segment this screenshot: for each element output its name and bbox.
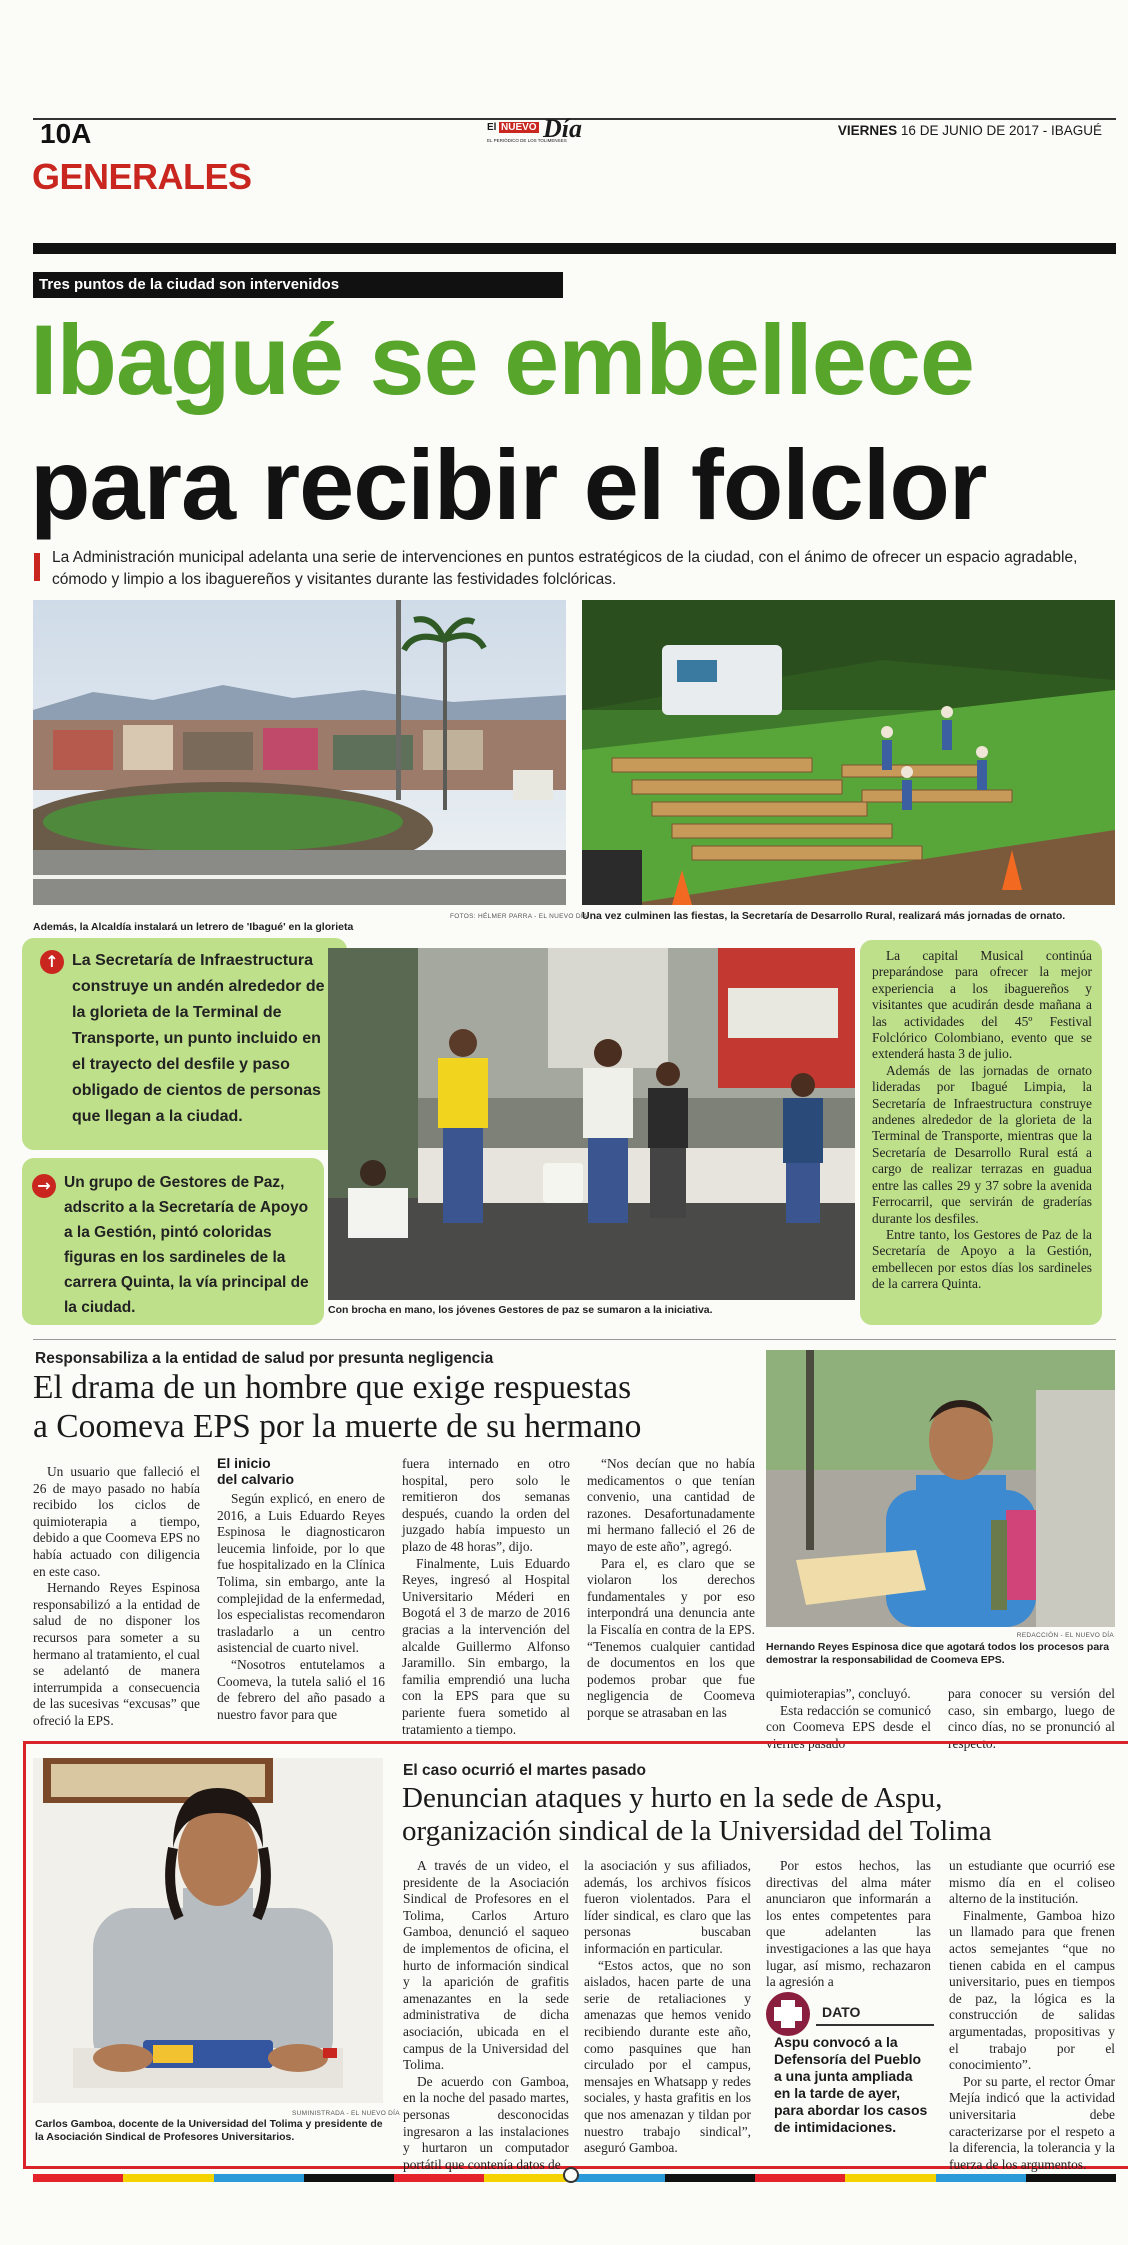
lead-marker bbox=[34, 553, 40, 581]
roundabout-image bbox=[33, 600, 566, 905]
painters-photo bbox=[328, 948, 855, 1300]
dato-rule bbox=[816, 2024, 934, 2026]
story2-headline-line1: El drama de un hombre que exige respuestas bbox=[33, 1369, 632, 1406]
roundabout-caption: Además, la Alcaldía instalará un letrero de 'Ibagué' en la glorieta bbox=[33, 921, 354, 933]
gamboa-image bbox=[33, 1758, 383, 2103]
story3-col4-p1: un estudiante que ocurrió ese mismo día en el coliseo alterno de la institución. bbox=[949, 1858, 1115, 1907]
story2-col3-p2: Finalmente, Luis Eduardo Reyes, ingresó al Hospital Universitario Méderi en Bogotá el 3 de marzo de 2016 gracias a la intervención del alcalde Guillermo Alfonso Jaramillo. Sin embargo, la familia emprendió una lucha con la EPS para que su pariente fuera sometido al tratamiento a tiempo. bbox=[402, 1555, 570, 1737]
logo-el: El bbox=[487, 122, 497, 133]
section-title: GENERALES bbox=[32, 156, 252, 197]
story3-col4-p2: Finalmente, Gamboa hizo un llamado para que frenen actos semejantes “que no tienen cabida en el campus universitario, pues en tiempos de paz, la lógica es la construcción de salidas argumentadas, propositivas y el trabajo por el conocimiento”. bbox=[949, 1907, 1115, 2073]
hernando-image bbox=[766, 1350, 1115, 1627]
story2-col6-p1: para conocer su versión del caso, sin embargo, luego de cinco días, no se pronunció al respecto. bbox=[948, 1686, 1115, 1751]
story2-kicker: Responsabiliza a la entidad de salud por presunta negligencia bbox=[35, 1350, 494, 1367]
story2-col4-p2: Para el, es claro que se violaron los derechos fundamentales y por eso interpondrá una denuncia ante la Fiscalía en contra de la EPS. “Tenemos cualquier cantidad de documentos en los que podemos probar que fue negligencia de Coomeva porque se atrasaban en las bbox=[587, 1555, 755, 1720]
festival-sidebar-p1: La capital Musical continúa preparándose para ofrecer la mejor experiencia a los ibaguereños y visitantes que acudirán desde mañana a las actividades del 45º Festival Folclórico Colombiano, evento que se extenderá hasta 3 de julio. bbox=[872, 948, 1092, 1062]
story2-subhead bbox=[217, 1455, 294, 1487]
story2-col5-p1: quimioterapias”, concluyó. bbox=[766, 1686, 911, 1701]
logo-nuevo: NUEVO bbox=[501, 122, 537, 133]
section-thick-rule bbox=[33, 243, 1116, 254]
hernando-caption: Hernando Reyes Espinosa dice que agotará todos los procesos para demostrar la responsabilidad de Coomeva EPS. bbox=[766, 1641, 1110, 1666]
logo-dia: Día bbox=[543, 114, 582, 143]
story3-col2 bbox=[584, 1858, 751, 2157]
peace-managers-box-text: Un grupo de Gestores de Paz, adscrito a la Secretaría de Apoyo a la Gestión, pintó coloridas figuras en los sardineles de la carrera Quinta, la vía principal de la ciudad. bbox=[64, 1174, 309, 1316]
date-day: VIERNES bbox=[837, 123, 898, 138]
hernando-photo bbox=[766, 1350, 1115, 1627]
story-divider-1 bbox=[33, 1339, 1116, 1340]
story2-subhead-line2: del calvario bbox=[217, 1471, 295, 1487]
roundabout-photo bbox=[33, 600, 566, 905]
registration-mark-icon bbox=[563, 2167, 579, 2183]
dato-box bbox=[766, 1992, 934, 2152]
up-arrow-icon: ↑ bbox=[40, 950, 64, 974]
story3-headline-line1: Denuncian ataques y hurto en la sede de Aspu, bbox=[402, 1782, 943, 1814]
story2-col2-p2: “Nosotros entutelamos a Coomeva, la tutela salió el 16 de febrero del año pasado a nuestro favor para que bbox=[217, 1656, 385, 1722]
painters-caption: Con brocha en mano, los jóvenes Gestores de paz se sumaron a la iniciativa. bbox=[328, 1304, 713, 1316]
story3-col4-p3: Por su parte, el rector Ómar Mejía indicó que la actividad universitaria debe caracterizarse por el respeto a la diferencia, la tolerancia y la fuerza de los argumentos. bbox=[949, 2073, 1115, 2172]
story2-col1-p2: Hernando Reyes Espinosa responsabilizó a la entidad de salud de no disponer los recursos para someter a su hermano al tratamiento, el cual se adelantó de manera interrumpida a consecuencia de las sucesivas “excusas” que ofreció la EPS. bbox=[33, 1580, 200, 1728]
story2-col2-p1: Según explicó, en enero de 2016, a Luis Eduardo Reyes Espinosa le diagnosticaron leucemia linfoide, por lo que fue hospitalizado en la Clínica Tolima, sin embargo, ante la complejidad de la enfermedad, los especialistas recomendaron trasladarlo a un centro asistencial de cuarto nivel. bbox=[217, 1491, 385, 1656]
logo-tagline: EL PERIÓDICO DE LOS TOLIMENSES bbox=[487, 138, 567, 143]
infrastructure-box-text: La Secretaría de Infraestructura construye un andén alrededor de la glorieta de la Terminal de Transporte, un punto incluido en el trayecto del desfile y paso obligado de cientos de personas que llegan a la ciudad. bbox=[72, 952, 325, 1125]
story3-col1-p1: A través de un video, el presidente de la Asociación Sindical de Profesores en el Tolima, Carlos Arturo Gamboa, denunció el saqueo de implementos de oficina, el hurto de información sindical y la aparición de grafitis amenazantes en la sede administrativa de dicha asociación, ubicada en el campus de la Universidad del Tolima. bbox=[403, 1858, 569, 2073]
story3-col4 bbox=[949, 1858, 1115, 2173]
story3-col3-p1: Por estos hechos, las directivas del alma máter anunciaron que informarán a los entes competentes para que adelanten las investigaciones a las que haya lugar, así mismo, rechazaron la agresión a bbox=[766, 1858, 931, 1990]
right-arrow-icon: → bbox=[32, 1174, 56, 1198]
story2-col4-p1: “Nos decían que no había medicamentos o que tenían convenio, una cantidad de razones. Desafortunadamente mi hermano falleció el 26 de mayo de este año”, agregó. bbox=[587, 1456, 755, 1554]
terraces-photo bbox=[582, 600, 1115, 905]
story2-col1-p1: Un usuario que falleció el 26 de mayo pasado no había recibido los ciclos de quimioterapia a tiempo, debido a que Coomeva EPS no había actuado con diligencia en este caso. bbox=[33, 1464, 200, 1579]
main-lead: La Administración municipal adelanta una serie de intervenciones en puntos estratégicos de la ciudad, con el ánimo de ofrecer un espacio agradable, cómodo y limpio a los ibaguereños y visitantes durante las festividades folclóricas. bbox=[52, 549, 1078, 588]
story3-col3 bbox=[766, 1858, 931, 1991]
story3-col2-p2: “Estos actos, que no son aislados, hacen parte de una serie de retaliaciones y amenazas que hemos venido recibiendo durante este año, como pasquines que han circulado por el campus, mensajes en Whatsapp y redes sociales, y hasta grafitis en los que nos amenazan y tildan por nuestro trabajo sindical”, aseguró Gamboa. bbox=[584, 1957, 751, 2156]
gamboa-caption: Carlos Gamboa, docente de la Universidad del Tolima y presidente de la Asociación Sindical de Profesores Universitarios. bbox=[35, 2118, 383, 2143]
terraces-caption: Una vez culminen las fiestas, la Secretaría de Desarrollo Rural, realizará más jornadas de ornato. bbox=[582, 910, 1066, 922]
festival-sidebar-text bbox=[872, 948, 1092, 1293]
story2-col5-p2: Esta redacción se comunicó con Coomeva EPS desde el viernes pasado bbox=[766, 1702, 931, 1751]
story3-kicker: El caso ocurrió el martes pasado bbox=[403, 1762, 646, 1779]
date-rest: 16 DE JUNIO DE 2017 - IBAGUÉ bbox=[900, 123, 1102, 138]
story2-headline-line2: a Coomeva EPS por la muerte de su hermano bbox=[33, 1408, 642, 1445]
story3-headline-line2: organización sindical de la Universidad del Tolima bbox=[402, 1815, 992, 1847]
infrastructure-box bbox=[22, 938, 347, 1150]
gamboa-credit: SUMINISTRADA - EL NUEVO DÍA bbox=[292, 2110, 400, 2117]
painters-image bbox=[328, 948, 855, 1300]
main-headline-line2: para recibir el folclor bbox=[30, 429, 987, 540]
main-kicker-text: Tres puntos de la ciudad son intervenidos bbox=[39, 276, 340, 293]
roundabout-credit: FOTOS: HÉLMER PARRA - EL NUEVO DÍA bbox=[450, 913, 588, 920]
story2-subhead-line1: El inicio bbox=[217, 1455, 271, 1471]
dato-text: Aspu convocó a la Defensoría del Pueblo a una junta ampliada en la tarde de ayer, para abordar los casos de intimidaciones. bbox=[774, 2034, 928, 2135]
story2-col4 bbox=[587, 1456, 755, 1722]
dato-label: DATO bbox=[822, 2004, 861, 2020]
story2-col3 bbox=[402, 1456, 570, 1738]
story3-col1 bbox=[403, 1858, 569, 2173]
festival-sidebar-p2: Además de las jornadas de ornato lideradas por Ibagué Limpia, la Secretaría de Infraestructura construye andenes alrededor de la glorieta de la Terminal de Transporte, mientras que la Secretaría de Desarrollo Rural está a cargo de realizar terrazas en guadua entre las calles 29 y 37 sobre la avenida Ferrocarril, que servirán de graderías durante los desfiles. bbox=[872, 1062, 1092, 1226]
story3-col1-p2: De acuerdo con Gamboa, en la noche del pasado martes, personas desconocidas ingresaron a las instalaciones y hurtaron un computador portátil que contenía datos de bbox=[403, 2073, 569, 2172]
story2-col3-p1: fuera internado en otro hospital, pero solo le remitieron dos semanas después, cuando la orden del juzgado había impuesto un plazo de 48 horas”, dijo. bbox=[402, 1456, 570, 1554]
peace-managers-box bbox=[22, 1158, 324, 1325]
newspaper-logo bbox=[487, 114, 591, 146]
story2-col2 bbox=[217, 1491, 385, 1723]
main-headline-line1: Ibagué se embellece bbox=[30, 304, 974, 415]
hernando-credit: REDACCIÓN - EL NUEVO DÍA bbox=[1016, 1632, 1114, 1639]
story3-col2-p1: la asociación y sus afiliados, además, los archivos físicos fueron violentados. Para el líder sindical, es claro que las personas buscaban información en particular. bbox=[584, 1858, 751, 1956]
dato-badge-icon bbox=[766, 1992, 810, 2036]
terraces-image bbox=[582, 600, 1115, 905]
festival-sidebar-p3: Entre tanto, los Gestores de Paz de la Secretaría de Apoyo a la Gestión, embellecen por estos días los sardineles de la carrera Quinta. bbox=[872, 1226, 1092, 1292]
festival-sidebar bbox=[860, 940, 1102, 1325]
story2-col1 bbox=[33, 1464, 200, 1730]
main-kicker bbox=[33, 272, 563, 298]
page-number: 10A bbox=[40, 118, 92, 149]
gamboa-photo bbox=[33, 1758, 383, 2103]
issue-date bbox=[838, 123, 1102, 138]
